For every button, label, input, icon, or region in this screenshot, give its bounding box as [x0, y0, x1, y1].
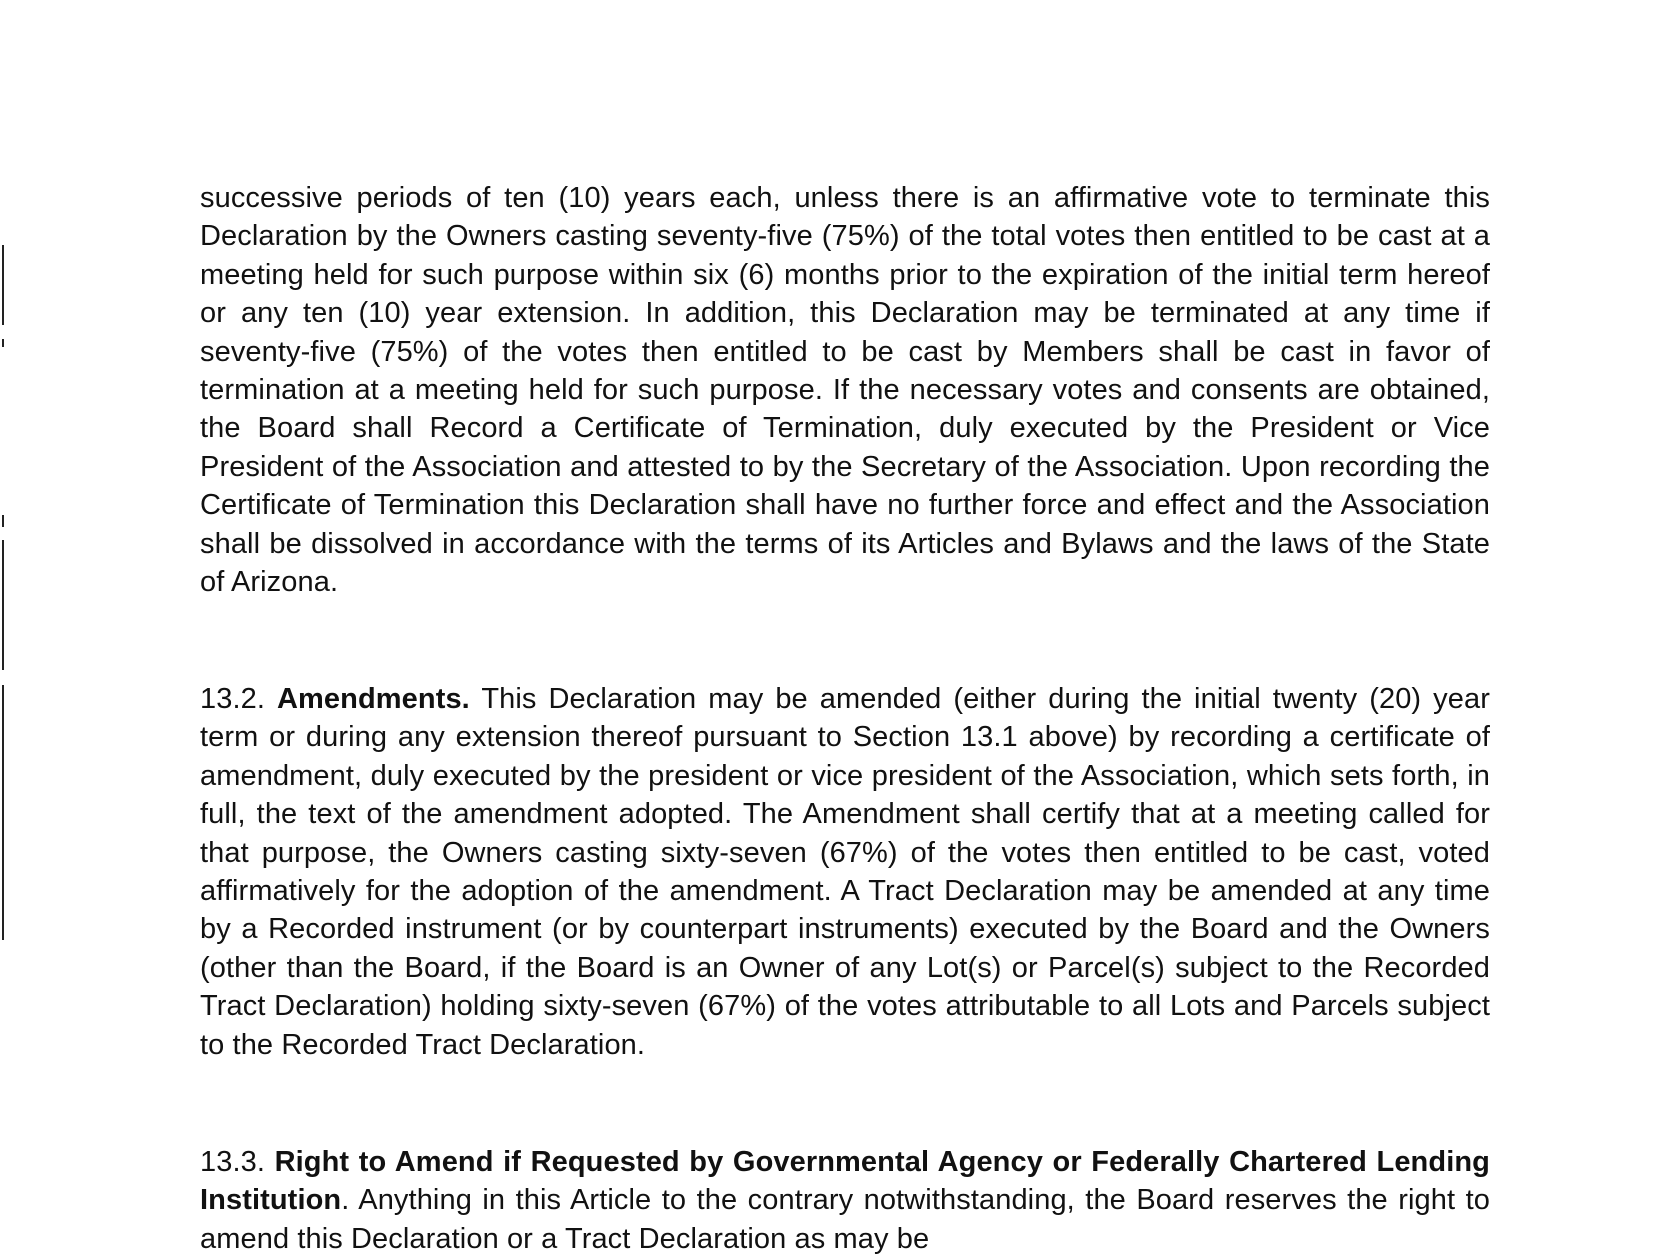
- revision-bar: [2, 339, 4, 347]
- paragraph-text: successive periods of ten (10) years each, unless there is an affirmative vote to terminate this Declaration by the Owners casting seventy-five (75%) of the total votes then entitled to be cast at a meeting held for such purpose within six (6) months prior to the expiration of the initial term hereof or any ten (10) year extension. In addition, this Declaration may be terminated at any time if seventy-five (75%) of the votes then entitled to be cast by Members shall be cast in favor of termination at a meeting held for such purpose. If the necessary votes and consents are obtained, the Board shall Record a Certificate of Termination, duly executed by the President or Vice President of the Association and attested to by the Secretary of the Association. Upon recording the Certificate of Termination this Declaration shall have no further force and effect and the Association shall be dissolved in accordance with the terms of its Articles and Bylaws and the laws of the State of Arizona.: [200, 182, 1490, 599]
- revision-bar: [2, 685, 4, 940]
- section-13-1-continuation: [200, 179, 1490, 601]
- section-heading-end: .: [341, 1184, 350, 1217]
- section-heading: Amendments.: [276, 683, 470, 715]
- section-13-2: [200, 680, 1490, 1064]
- section-text: Anything in this Article to the contrary notwithstanding, the Board reserves the right to amend this Declaration or a Tract Declaration as may be: [200, 1184, 1490, 1255]
- section-number: 13.2.: [200, 683, 265, 715]
- revision-bar: [2, 245, 4, 325]
- section-number: 13.3.: [200, 1146, 265, 1178]
- section-heading: Right to Amend if Requested by Governmental Agency or Federally Chartered Lending Institution: [200, 1146, 1490, 1217]
- section-13-3: [200, 1143, 1490, 1258]
- revision-bar: [2, 515, 4, 527]
- revision-bar: [2, 540, 4, 670]
- section-text: This Declaration may be amended (either during the initial twenty (20) year term or during any extension thereof pursuant to Section 13.1 above) by recording a certificate of amendment, duly executed by the president or vice president of the Association, which sets forth, in full, the text of the amendment adopted. The Amendment shall certify that at a meeting called for that purpose, the Owners casting sixty-seven (67%) of the votes then entitled to be cast, voted affirmatively for the adoption of the amendment. A Tract Declaration may be amended at any time by a Recorded instrument (or by counterpart instruments) executed by the Board and the Owners (other than the Board, if the Board is an Owner of any Lot(s) or Parcel(s) subject to the Recorded Tract Declaration) holding sixty-seven (67%) of the votes attributable to all Lots and Parcels subject to the Recorded Tract Declaration.: [200, 683, 1490, 1061]
